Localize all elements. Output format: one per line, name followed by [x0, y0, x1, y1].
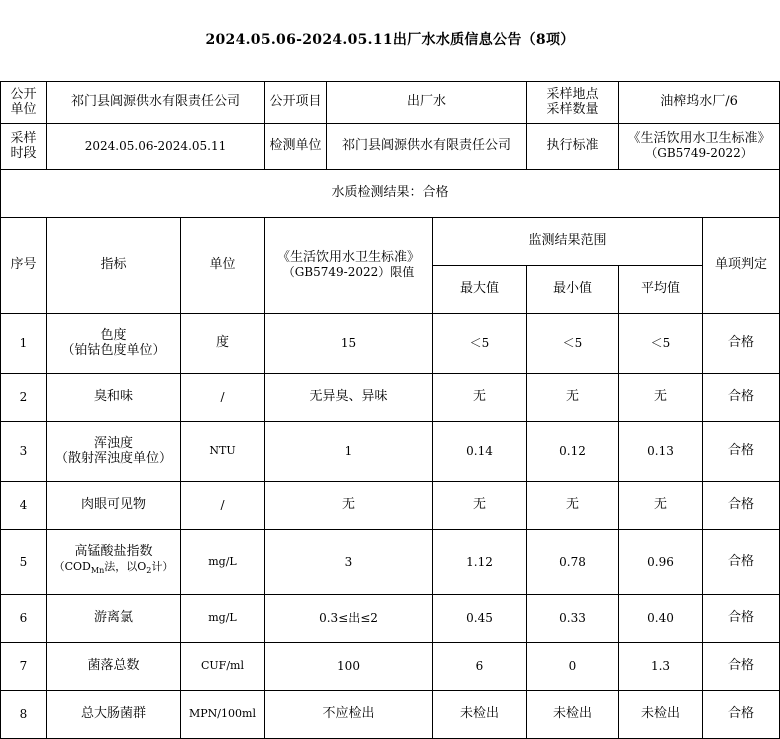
- header-range: 监测结果范围: [433, 217, 703, 265]
- row-avg: 未检出: [619, 690, 703, 738]
- test-unit-label: 检测单位: [265, 123, 327, 169]
- row-avg: 0.96: [619, 529, 703, 594]
- sample-label: 采样地点 采样数量: [527, 81, 619, 123]
- row-indicator: 游离氯: [47, 594, 181, 642]
- table-row: [1, 690, 780, 738]
- result-summary: 水质检测结果：合格: [1, 169, 780, 217]
- table-row: [1, 529, 780, 594]
- row-min: 未检出: [527, 690, 619, 738]
- row-indicator: 肉眼可见物: [47, 481, 181, 529]
- row-avg: 1.3: [619, 642, 703, 690]
- row-min: 0.33: [527, 594, 619, 642]
- row-unit: 度: [181, 313, 265, 373]
- row-indicator: 高锰酸盐指数 （$COD_{Mn}$法，以$O_2$计）: [47, 529, 181, 594]
- row-min: 无: [527, 373, 619, 421]
- table-row: [1, 642, 780, 690]
- table-row: [1, 373, 780, 421]
- row-seq: 5: [1, 529, 47, 594]
- row-unit: mg/L: [181, 529, 265, 594]
- row-judge: 合格: [703, 421, 780, 481]
- row-avg: 0.13: [619, 421, 703, 481]
- row-unit: NTU: [181, 421, 265, 481]
- header-judge: 单项判定: [703, 217, 780, 313]
- row-min: ＜5: [527, 313, 619, 373]
- row-indicator: 臭和味: [47, 373, 181, 421]
- row-seq: 3: [1, 421, 47, 481]
- row-unit: mg/L: [181, 594, 265, 642]
- standard-value: 《生活饮用水卫生标准》 （GB5749-2022）: [619, 123, 780, 169]
- row-limit: 100: [265, 642, 433, 690]
- item-label: 公开项目: [265, 81, 327, 123]
- row-max: 无: [433, 373, 527, 421]
- row-unit: CUF/ml: [181, 642, 265, 690]
- row-avg: 无: [619, 481, 703, 529]
- header-seq: 序号: [1, 217, 47, 313]
- row-limit: 无异臭、异味: [265, 373, 433, 421]
- test-unit-value: 祁门县阊源供水有限责任公司: [327, 123, 527, 169]
- row-limit: 不应检出: [265, 690, 433, 738]
- row-unit: /: [181, 373, 265, 421]
- table-row: [1, 594, 780, 642]
- period-label: 采样 时段: [1, 123, 47, 169]
- page-title: 2024.05.06-2024.05.11出厂水水质信息公告（8项）: [1, 0, 780, 81]
- item-value: 出厂水: [327, 81, 527, 123]
- row-max: 未检出: [433, 690, 527, 738]
- row-seq: 8: [1, 690, 47, 738]
- row-min: 0: [527, 642, 619, 690]
- row-min: 0.12: [527, 421, 619, 481]
- row-min: 0.78: [527, 529, 619, 594]
- row-seq: 6: [1, 594, 47, 642]
- row-indicator: 色度 （铂钴色度单位）: [47, 313, 181, 373]
- table-row: [1, 313, 780, 373]
- row-max: 0.45: [433, 594, 527, 642]
- row-seq: 4: [1, 481, 47, 529]
- header-min: 最小值: [527, 265, 619, 313]
- period-value: 2024.05.06-2024.05.11: [47, 123, 265, 169]
- row-judge: 合格: [703, 373, 780, 421]
- row-avg: ＜5: [619, 313, 703, 373]
- header-unit: 单位: [181, 217, 265, 313]
- row-limit: 3: [265, 529, 433, 594]
- header-max: 最大值: [433, 265, 527, 313]
- row-limit: 1: [265, 421, 433, 481]
- row-seq: 1: [1, 313, 47, 373]
- standard-label: 执行标准: [527, 123, 619, 169]
- row-max: ＜5: [433, 313, 527, 373]
- publisher-label: 公开 单位: [1, 81, 47, 123]
- table-row: [1, 481, 780, 529]
- row-limit: 0.3≤出≤2: [265, 594, 433, 642]
- row-seq: 7: [1, 642, 47, 690]
- row-max: 0.14: [433, 421, 527, 481]
- header-avg: 平均值: [619, 265, 703, 313]
- row-unit: MPN/100ml: [181, 690, 265, 738]
- publisher-value: 祁门县阊源供水有限责任公司: [47, 81, 265, 123]
- row-judge: 合格: [703, 481, 780, 529]
- row-min: 无: [527, 481, 619, 529]
- header-limit: 《生活饮用水卫生标准》 （GB5749-2022）限值: [265, 217, 433, 313]
- row-judge: 合格: [703, 594, 780, 642]
- row-indicator: 浑浊度 （散射浑浊度单位）: [47, 421, 181, 481]
- row-judge: 合格: [703, 529, 780, 594]
- row-seq: 2: [1, 373, 47, 421]
- row-judge: 合格: [703, 690, 780, 738]
- row-avg: 无: [619, 373, 703, 421]
- row-indicator: 菌落总数: [47, 642, 181, 690]
- row-limit: 无: [265, 481, 433, 529]
- header-indicator: 指标: [47, 217, 181, 313]
- row-max: 无: [433, 481, 527, 529]
- sample-value: 油榨坞水厂/6: [619, 81, 780, 123]
- table-row: [1, 421, 780, 481]
- row-judge: 合格: [703, 642, 780, 690]
- row-max: 1.12: [433, 529, 527, 594]
- row-unit: /: [181, 481, 265, 529]
- row-indicator: 总大肠菌群: [47, 690, 181, 738]
- row-judge: 合格: [703, 313, 780, 373]
- row-avg: 0.40: [619, 594, 703, 642]
- row-limit: 15: [265, 313, 433, 373]
- row-max: 6: [433, 642, 527, 690]
